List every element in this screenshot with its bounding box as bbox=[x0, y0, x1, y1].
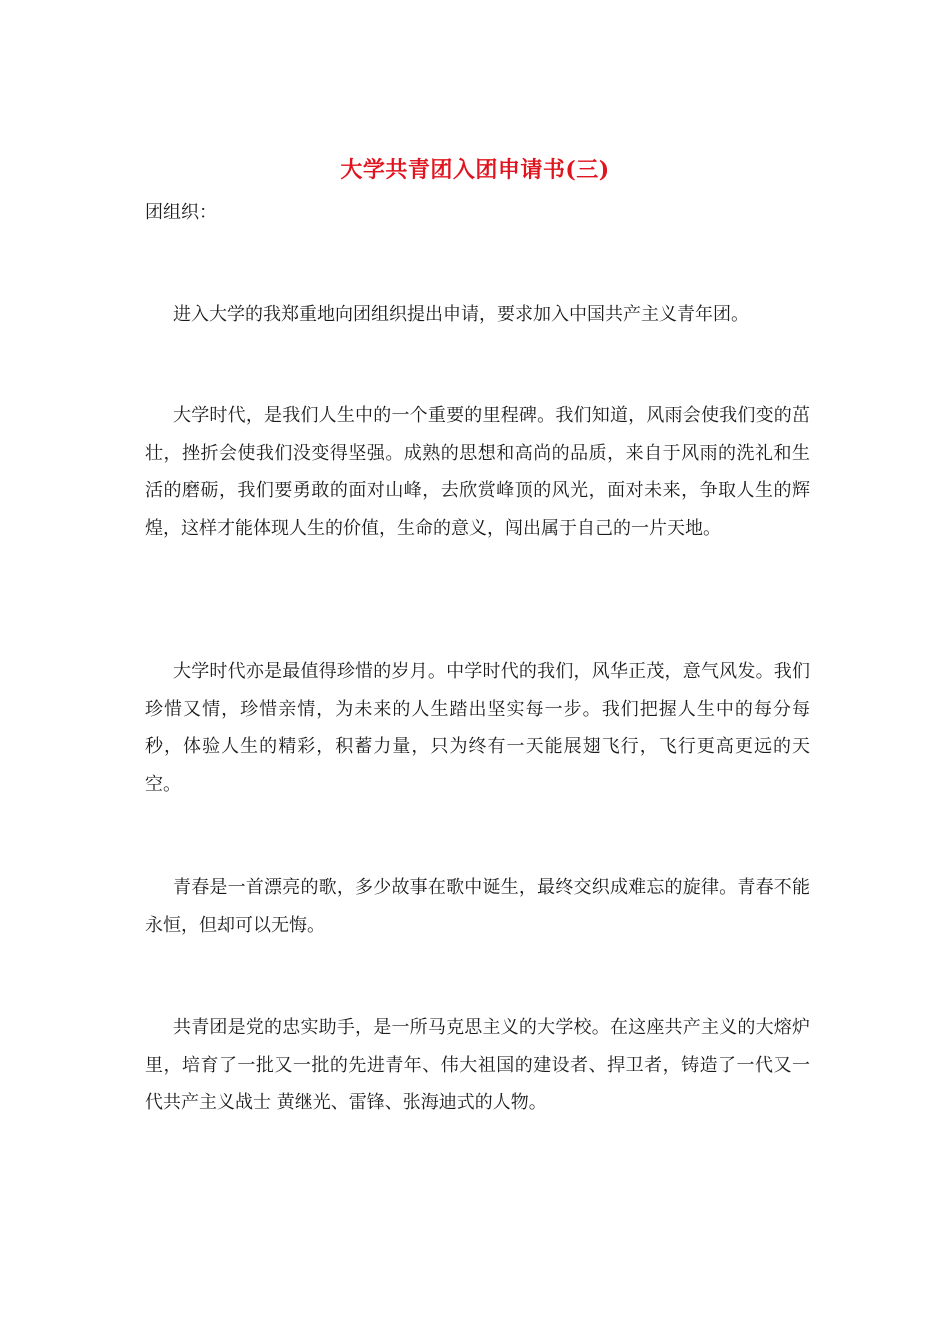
paragraph-4: 青春是一首漂亮的歌，多少故事在歌中诞生，最终交织成难忘的旋律。青春不能永恒，但却可以无悔。 bbox=[145, 877, 810, 936]
paragraph-5: 共青团是党的忠实助手，是一所马克思主义的大学校。在这座共产主义的大熔炉里，培育了一批又一批的先进青年、伟大祖国的建设者、捍卫者，铸造了一代又一代共产主义战士 黄继光、雷锋、张海迪式的人物。 bbox=[145, 1017, 810, 1113]
salutation: 团组织： bbox=[145, 202, 217, 223]
paragraph-3: 大学时代亦是最值得珍惜的岁月。中学时代的我们，风华正茂，意气风发。我们珍惜又情，珍惜亲情，为未来的人生踏出坚实每一步。我们把握人生中的每分每秒，体验人生的精彩，积蓄力量，只为终有一天能展翅飞行，飞行更高更远的天空。 bbox=[145, 661, 810, 795]
paragraph-1: 进入大学的我郑重地向团组织提出申请，要求加入中国共产主义青年团。 bbox=[173, 304, 749, 325]
document-title: 大学共青团入团申请书(三) bbox=[340, 157, 610, 183]
paragraph-2: 大学时代，是我们人生中的一个重要的里程碑。我们知道，风雨会使我们变的茁壮，挫折会使我们没变得坚强。成熟的思想和高尚的品质，来自于风雨的洗礼和生活的磨砺，我们要勇敢的面对山峰，去欣赏峰顶的风光，面对未来，争取人生的辉煌，这样才能体现人生的价值，生命的意义，闯出属于自己的一片天地。 bbox=[145, 405, 810, 539]
